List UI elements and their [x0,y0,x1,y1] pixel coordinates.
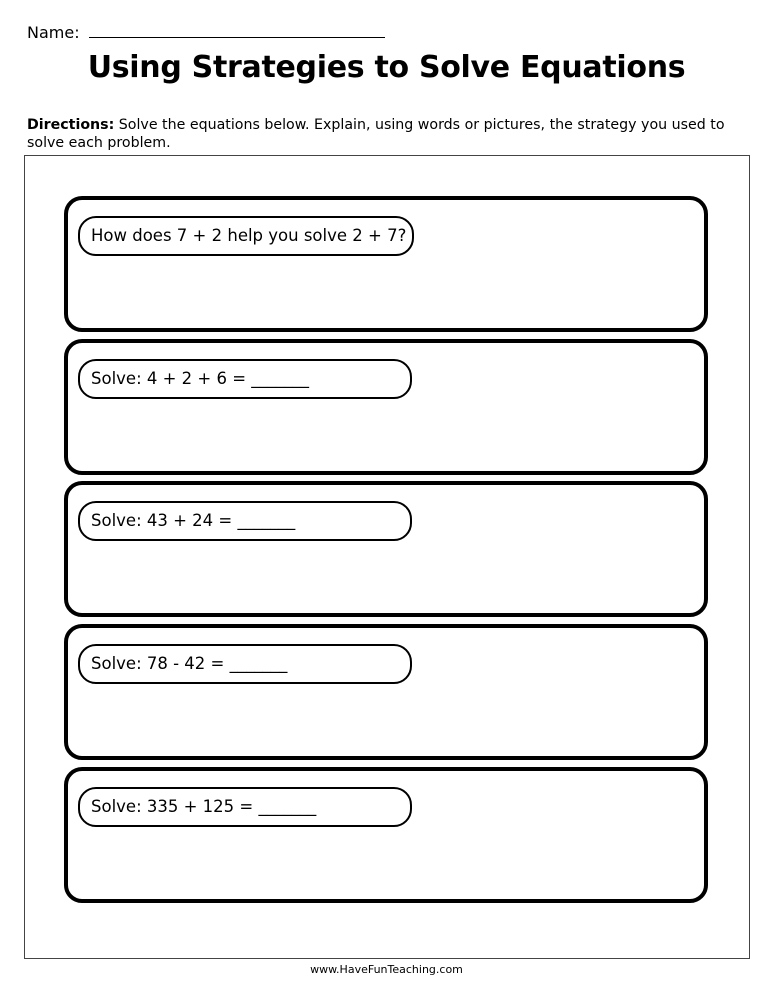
problem-prompt: How does 7 + 2 help you solve 2 + 7? [78,216,414,256]
problem-box-5[interactable] [64,767,708,903]
directions [27,116,747,152]
problem-prompt: Solve: 335 + 125 = _______ [78,787,412,827]
problem-prompt: Solve: 4 + 2 + 6 = _______ [78,359,412,399]
name-row [27,22,397,44]
directions-text: Solve the equations below. Explain, using words or pictures, the strategy you used to solve each problem. [27,117,725,151]
problem-prompt: Solve: 43 + 24 = _______ [78,501,412,541]
directions-label: Directions: [27,117,115,133]
problem-box-2[interactable] [64,339,708,475]
name-label: Name: [27,23,80,42]
problem-box-3[interactable] [64,481,708,617]
problem-box-4[interactable] [64,624,708,760]
worksheet-title: Using Strategies to Solve Equations [87,50,686,85]
problem-prompt: Solve: 78 - 42 = _______ [78,644,412,684]
footer-website: www.HaveFunTeaching.com [310,963,463,976]
name-field-line[interactable] [89,37,385,38]
problem-box-1[interactable] [64,196,708,332]
